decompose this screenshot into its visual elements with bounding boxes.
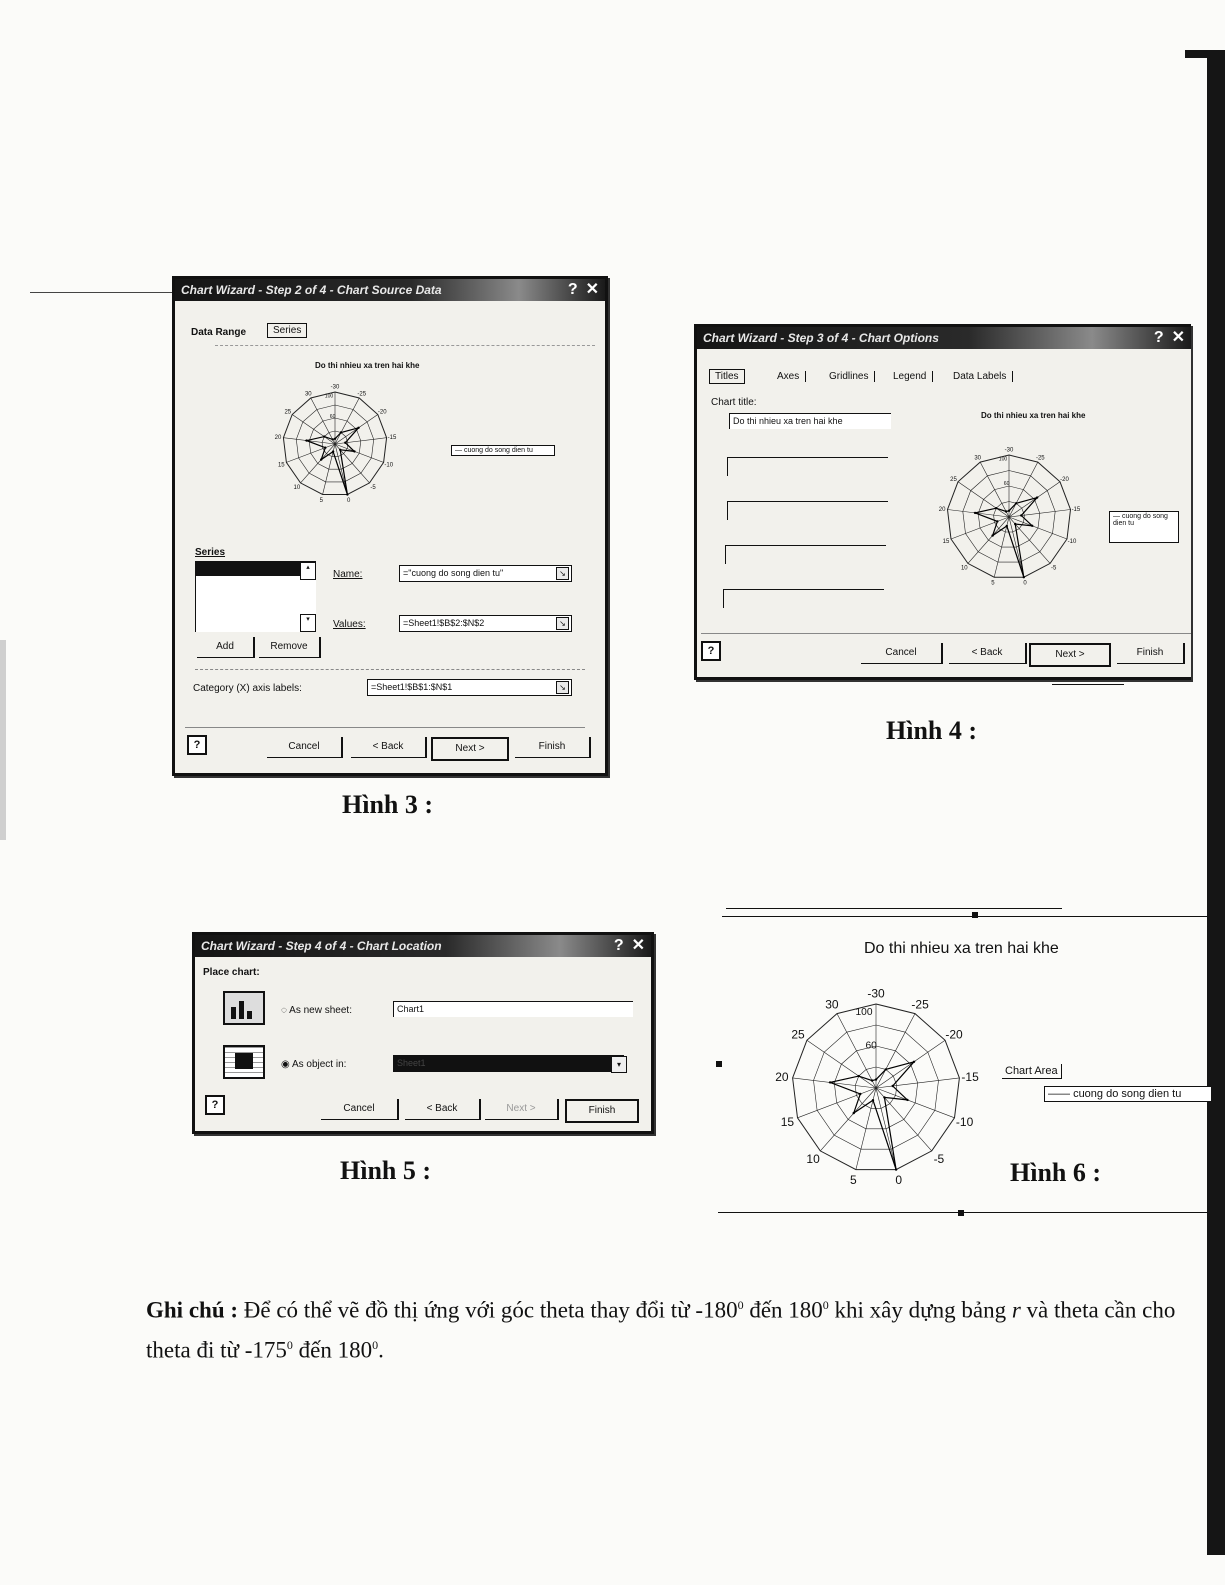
radial-tick-label: 60 [329, 414, 336, 421]
category-tick-label: -15 [961, 1069, 979, 1084]
next-button[interactable]: Next > [485, 1099, 559, 1120]
chart-title-label: Chart title: [711, 397, 757, 408]
separator [185, 727, 585, 728]
series-point [346, 493, 348, 495]
radial-tick-label: 100 [324, 393, 334, 400]
radar-spoke [301, 444, 336, 483]
separator [195, 669, 585, 670]
category-tick-label: -5 [933, 1152, 945, 1167]
tab-data-range[interactable]: Data Range [191, 327, 247, 338]
series-point [885, 1068, 887, 1070]
chart-area-tooltip: Chart Area [1002, 1064, 1062, 1079]
category-tick-label: 10 [960, 565, 968, 572]
legend [1109, 511, 1179, 543]
series-point [991, 534, 993, 536]
category-tick-label: 15 [277, 462, 285, 469]
category-field-value: =Sheet1!$B$1:$N$1 [371, 682, 453, 692]
legend-line-icon: — [455, 447, 464, 454]
degree-sup: 0 [822, 1298, 829, 1312]
book-spine-shadow [1207, 50, 1225, 1555]
note-text-4: và theta cần cho theta đi từ -175 [146, 1297, 1176, 1363]
category-tick-label: 0 [347, 497, 351, 504]
series-point [340, 431, 342, 433]
legend-label: cuong do song dien tu [1113, 513, 1168, 527]
cancel-button[interactable]: Cancel [267, 737, 343, 758]
category-tick-label: 25 [284, 409, 292, 416]
object-in-value: Sheet1 [397, 1058, 426, 1068]
tab-titles[interactable]: Titles [709, 369, 745, 384]
title-bar [195, 935, 651, 957]
category-axis-field[interactable] [367, 679, 572, 696]
radial-tick-label: 60 [1003, 481, 1010, 488]
series-point [872, 1099, 874, 1101]
legend [1044, 1086, 1211, 1102]
office-assistant-icon[interactable]: ? [701, 641, 721, 661]
series-label: Series [195, 547, 226, 558]
series-point [353, 450, 355, 452]
category-tick-label: -5 [1051, 565, 1057, 572]
radar-spoke [968, 517, 1009, 563]
category-tick-label: -5 [370, 485, 376, 492]
chart-title-value: Do thi nhieu xa tren hai khe [733, 416, 843, 426]
series-point [875, 1078, 877, 1080]
category-tick-label: -30 [867, 986, 885, 1001]
series-point [1014, 523, 1016, 525]
radar-spoke [876, 1014, 915, 1088]
page-edge-shadow [0, 640, 6, 840]
series-point [344, 442, 346, 444]
category-tick-label: -30 [1004, 447, 1014, 454]
scroll-up-icon[interactable]: ▴ [300, 562, 316, 580]
category-tick-label: 20 [775, 1069, 789, 1084]
category-tick-label: -20 [945, 1027, 963, 1042]
figure-5-caption: Hình 5 : [340, 1156, 432, 1185]
note-label: Ghi chú : [146, 1297, 239, 1323]
radar-spoke [876, 1088, 955, 1118]
legend-line-icon: —— [1048, 1088, 1074, 1100]
series-point [871, 1079, 873, 1081]
next-button[interactable]: Next > [431, 737, 509, 761]
category-tick-label: 0 [1023, 580, 1027, 587]
tab-axes[interactable]: Axes [777, 371, 806, 382]
new-sheet-chart-icon [223, 991, 265, 1025]
place-chart-label: Place chart: [203, 967, 260, 978]
series-point [1031, 525, 1033, 527]
legend-line-icon: — [1113, 513, 1122, 520]
category-tick-label: -10 [384, 462, 394, 469]
separator [701, 633, 1191, 634]
series-point [332, 450, 334, 452]
cancel-button[interactable]: Cancel [321, 1099, 399, 1120]
category-tick-label: 25 [791, 1027, 805, 1042]
series-point [906, 1099, 908, 1101]
radio-as-new-sheet[interactable]: ◌ As new sheet: [281, 1005, 352, 1016]
next-button[interactable]: Next > [1029, 643, 1111, 667]
cancel-button[interactable]: Cancel [861, 643, 943, 664]
series-point [324, 447, 326, 449]
series-point [305, 439, 307, 441]
new-sheet-name-field[interactable] [393, 1001, 633, 1017]
series-point [1008, 510, 1010, 512]
category-tick-label: 10 [293, 485, 301, 492]
category-tick-label: 30 [825, 997, 839, 1012]
office-assistant-icon[interactable]: ? [205, 1095, 225, 1115]
legend-label: cuong do song dien tu [1073, 1088, 1182, 1100]
series-point [895, 1168, 897, 1170]
back-button[interactable]: < Back [351, 737, 427, 758]
note-text-2: đến 180 [743, 1297, 823, 1323]
series-point [859, 1093, 861, 1095]
radar-spoke [286, 444, 335, 462]
category-tick-label: -20 [1060, 476, 1069, 483]
tab-legend[interactable]: Legend [893, 371, 933, 382]
figure-4-caption: Hình 4 : [886, 716, 978, 745]
note-text-6: . [378, 1337, 384, 1363]
category-axis-label: Category (X) axis labels: [193, 683, 302, 694]
category-tick-label: 15 [780, 1114, 795, 1129]
values-field-value: =Sheet1!$B$2:$N$2 [403, 618, 485, 628]
series-point [357, 427, 359, 429]
series-point [829, 1081, 831, 1083]
series-point [323, 435, 325, 437]
note-text-3: khi xây dựng bảng [828, 1297, 1012, 1323]
category-tick-label: -30 [330, 384, 340, 391]
values-label: Values: [333, 619, 366, 630]
series-listbox[interactable] [195, 561, 316, 632]
radial-tick-label: 100 [855, 1006, 873, 1018]
series-point [1036, 496, 1038, 498]
radar-chart-preview [697, 327, 1191, 627]
category-tick-label: 30 [304, 391, 312, 398]
radar-spoke [798, 1088, 877, 1118]
legend [451, 445, 555, 456]
chart-wizard-step3-dialog [694, 324, 1191, 680]
help-icon[interactable]: ? [613, 937, 624, 954]
name-label: Name: [333, 569, 363, 580]
radar-spoke [1009, 517, 1067, 539]
category-tick-label: -10 [955, 1114, 974, 1129]
radial-tick-label: 100 [998, 456, 1008, 463]
help-icon[interactable]: ? [567, 281, 578, 298]
figure-6-caption: Hình 6 : [1010, 1158, 1102, 1187]
collapse-dialog-icon[interactable]: ↘ [556, 567, 569, 580]
radar-chart [718, 916, 1208, 1216]
collapse-dialog-icon[interactable]: ↘ [556, 617, 569, 630]
category-tick-label: -10 [1067, 539, 1077, 545]
radial-tick-label: 60 [865, 1040, 877, 1052]
margin-rule [30, 292, 180, 293]
radar-spoke [1009, 462, 1038, 517]
category-tick-label: 15 [942, 539, 950, 545]
office-assistant-icon[interactable]: ? [187, 735, 207, 755]
chart-wizard-step2-dialog [172, 276, 608, 776]
collapse-dialog-icon[interactable]: ↘ [556, 681, 569, 694]
series-point [1006, 525, 1008, 527]
category-tick-label: -20 [377, 409, 387, 416]
note-text-1: Để có thể vẽ đồ thị ứng với góc theta thay đổi từ -180 [243, 1297, 738, 1323]
dialog-title: Chart Wizard - Step 3 of 4 - Chart Options [703, 331, 939, 345]
book-spine-top [1185, 50, 1225, 58]
series-point [331, 438, 333, 440]
close-icon[interactable]: ✕ [1171, 329, 1185, 346]
tab-data-labels[interactable]: Data Labels [953, 371, 1013, 382]
preview-chart-title: Do thi nhieu xa tren hai khe [315, 361, 420, 370]
degree-sup: 0 [372, 1337, 379, 1352]
back-button[interactable]: < Back [949, 643, 1027, 664]
category-tick-label: 5 [319, 497, 323, 504]
series-point [913, 1061, 915, 1063]
stray-rule [726, 908, 1062, 909]
series-point [858, 1075, 860, 1077]
series-point [853, 1112, 855, 1114]
series-line [307, 428, 359, 495]
finish-button[interactable]: Finish [1117, 643, 1185, 664]
radar-chart-preview [175, 279, 605, 539]
values-field[interactable] [399, 615, 572, 632]
radar-spoke [335, 398, 359, 444]
help-icon[interactable]: ? [1153, 329, 1164, 346]
series-point [1020, 514, 1022, 516]
category-tick-label: 0 [895, 1173, 903, 1188]
dialog-title: Chart Wizard - Step 2 of 4 - Chart Source Data [181, 283, 442, 297]
category-tick-label: -25 [357, 391, 367, 398]
series-point [339, 449, 341, 451]
scroll-down-icon[interactable]: ▾ [300, 614, 316, 632]
series-point [1015, 502, 1017, 504]
finish-button[interactable]: Finish [515, 737, 591, 758]
name-field-value: ="cuong do song dien tu" [403, 568, 504, 578]
legend-label: cuong do song dien tu [463, 447, 533, 454]
series-point [996, 520, 998, 522]
category-tick-label: -15 [1071, 507, 1081, 513]
tab-gridlines[interactable]: Gridlines [829, 371, 875, 382]
category-tick-label: 20 [938, 507, 946, 513]
category-tick-label: 5 [849, 1173, 857, 1188]
chevron-down-icon[interactable]: ▾ [611, 1056, 627, 1073]
series-point [995, 507, 997, 509]
category-tick-label: 25 [950, 476, 957, 483]
add-button[interactable]: Add [197, 637, 255, 658]
note-text-5: đến 180 [292, 1337, 373, 1363]
note-italic-r: r [1011, 1297, 1021, 1323]
series-point [892, 1085, 894, 1087]
close-icon[interactable]: ✕ [585, 281, 599, 298]
category-tick-label: 5 [991, 580, 995, 587]
series-point [974, 512, 976, 514]
name-field[interactable] [399, 565, 572, 582]
radio-as-object-in[interactable]: ◉ As object in: [281, 1059, 347, 1070]
object-in-select[interactable] [393, 1055, 624, 1072]
figure-3-caption: Hình 3 : [342, 790, 434, 819]
radar-spoke [951, 517, 1009, 539]
category-tick-label: -25 [1035, 455, 1045, 462]
chart-wizard-step4-dialog [192, 932, 654, 1134]
underline-mark [1052, 684, 1124, 685]
back-button[interactable]: < Back [405, 1099, 481, 1120]
chart-title: Do thi nhieu xa tren hai khe [864, 940, 1059, 957]
category-tick-label: 10 [806, 1152, 820, 1167]
remove-button[interactable]: Remove [259, 637, 321, 658]
footnote [146, 1288, 1206, 1367]
dialog-title: Chart Wizard - Step 4 of 4 - Chart Location [201, 939, 442, 953]
as-new-sheet-label: As new sheet: [289, 1005, 352, 1016]
radar-spoke [820, 1088, 876, 1151]
series-line [975, 498, 1037, 578]
as-object-in-label: As object in: [291, 1059, 347, 1070]
embedded-chart-area[interactable] [718, 916, 1208, 1216]
tab-series[interactable]: Series [267, 323, 307, 338]
degree-sup: 0 [737, 1298, 744, 1312]
close-icon[interactable]: ✕ [631, 937, 645, 954]
series-point [1005, 510, 1007, 512]
category-tick-label: 20 [274, 435, 282, 442]
preview-chart-title: Do thi nhieu xa tren hai khe [981, 411, 1086, 420]
series-line [830, 1062, 914, 1170]
series-selected-item[interactable] [196, 562, 300, 576]
category-tick-label: -15 [387, 435, 397, 442]
new-sheet-value: Chart1 [397, 1004, 425, 1014]
finish-button[interactable]: Finish [565, 1099, 639, 1123]
embedded-object-chart-icon [223, 1045, 265, 1079]
series-point [320, 458, 322, 460]
series-point [334, 438, 336, 440]
degree-sup: 0 [286, 1337, 293, 1352]
series-point [883, 1096, 885, 1098]
category-tick-label: -25 [911, 997, 929, 1012]
series-point [1023, 576, 1025, 578]
category-tick-label: 30 [974, 455, 982, 462]
